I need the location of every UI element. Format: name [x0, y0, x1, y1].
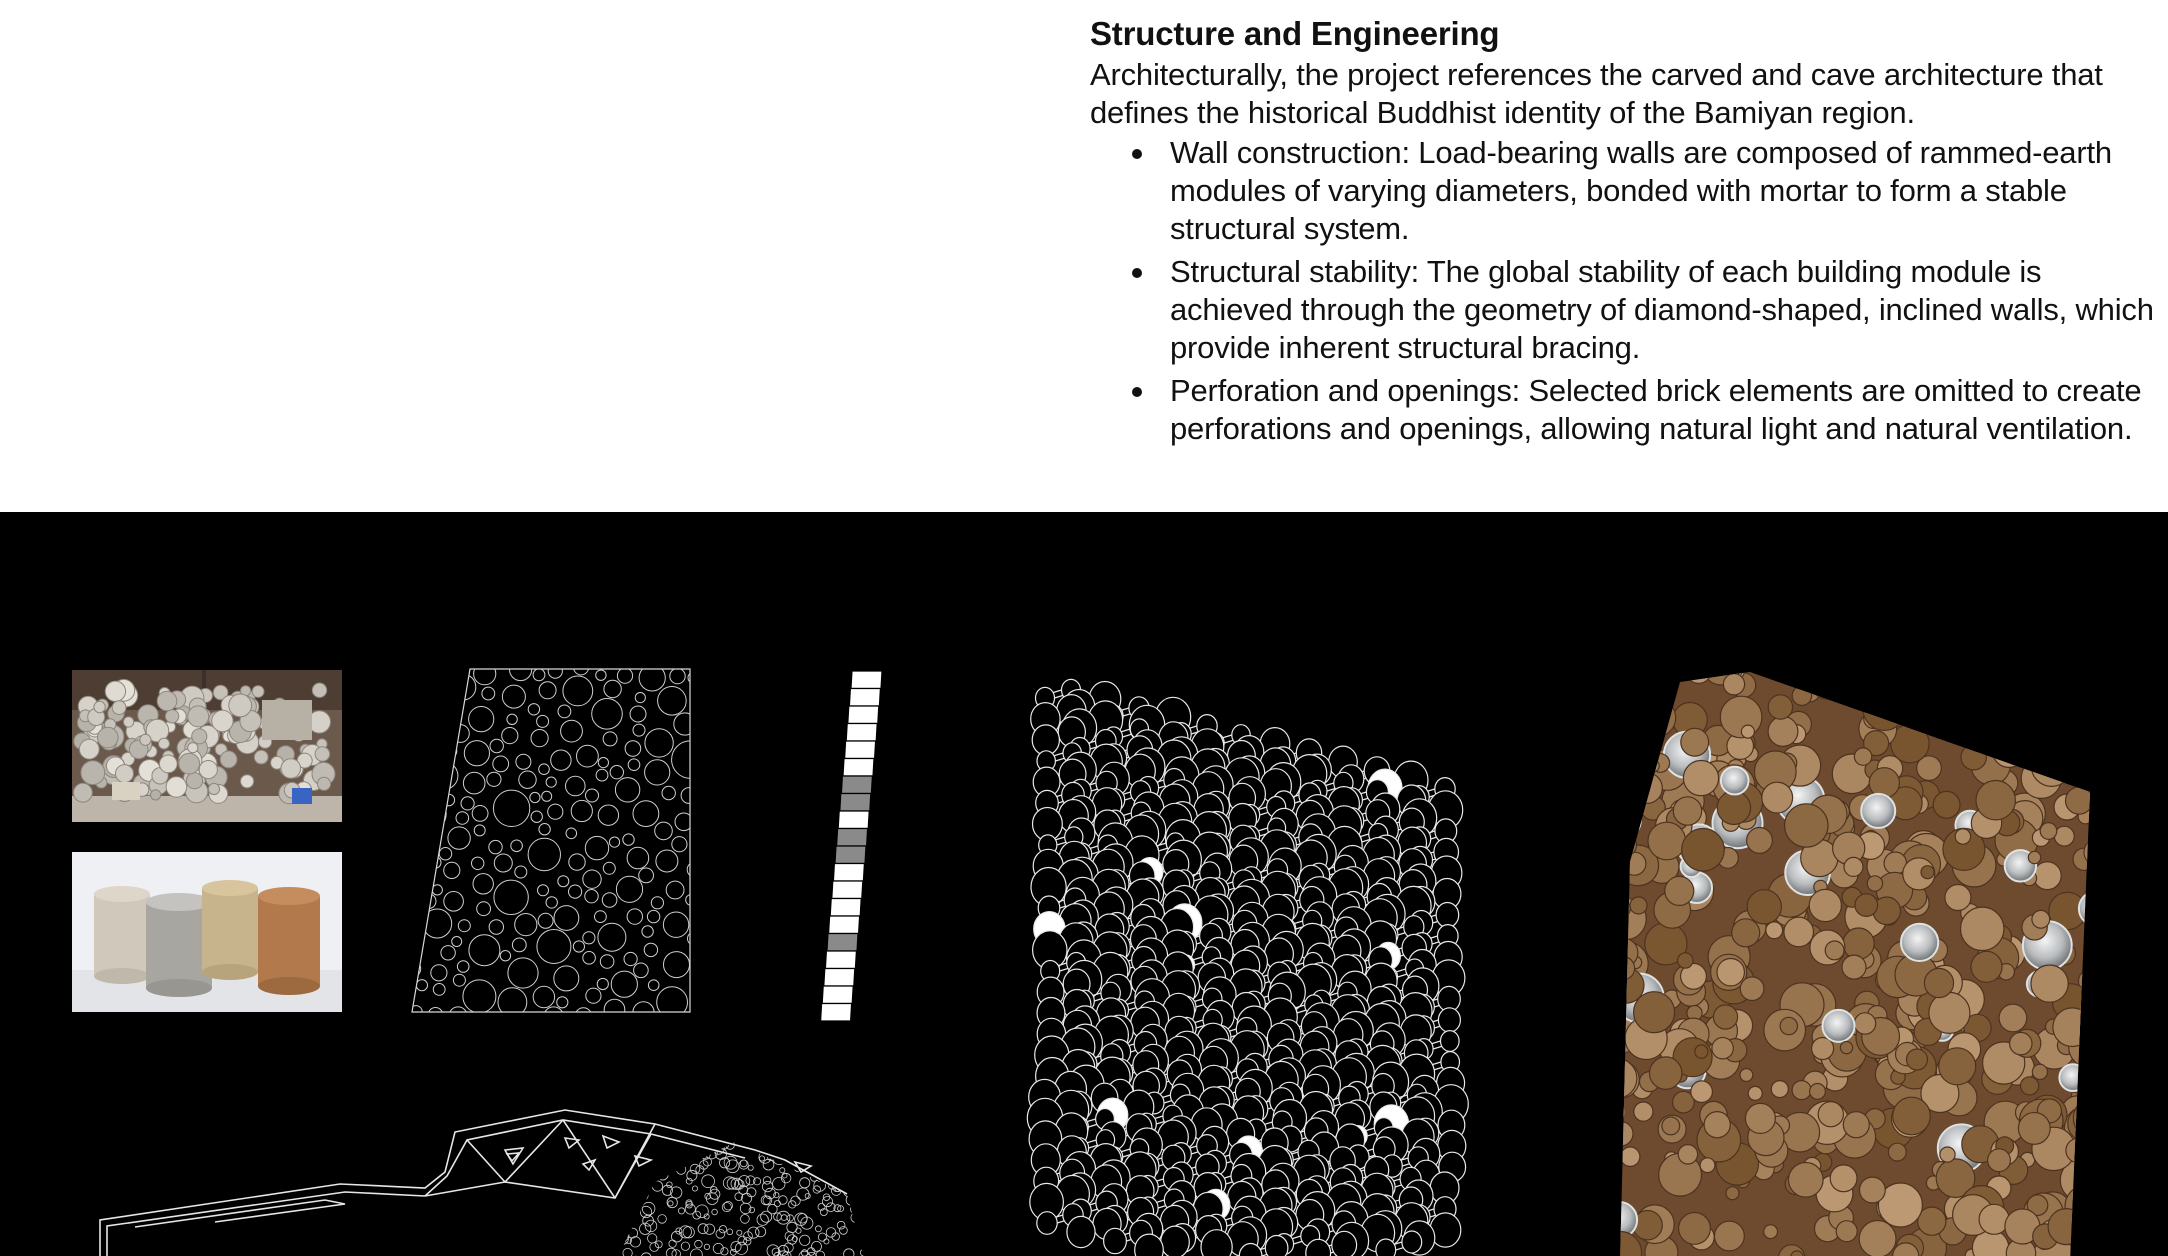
- stacked-cylinders-image: [72, 670, 342, 822]
- section-heading: Structure and Engineering: [1090, 15, 1500, 52]
- cylinder-samples-image: [72, 852, 342, 1012]
- bullet-text: Wall construction: Load-bearing walls are composed of rammed-earth modules of varying diameters, bonded with mortar to form a stable structural system.: [1170, 135, 2112, 246]
- bullet-item-structural-stability: [1090, 253, 2168, 367]
- section-intro: Architecturally, the project references the carved and cave architecture that defines the historical Buddhist identity of the Bamiyan region.: [1090, 57, 2103, 130]
- figure-panel: [0, 512, 2168, 1256]
- bullet-item-perforation: [1090, 372, 2168, 448]
- cylinder-samples-photo: [72, 852, 342, 1012]
- bullet-text: Perforation and openings: Selected brick elements are omitted to create perforations and openings, allowing natural light and natural ventilation.: [1170, 373, 2142, 446]
- cylinder-axonometric: [1005, 672, 1505, 1256]
- building-wireframe: [95, 1102, 865, 1256]
- building-wireframe-drawing: [95, 1102, 865, 1256]
- section-strip: [798, 667, 898, 1027]
- bullet-list: [1090, 134, 2168, 448]
- bullet-item-wall-construction: [1090, 134, 2168, 248]
- earth-wall-render: [1600, 662, 2100, 1256]
- text-section: [1090, 14, 2168, 453]
- bullet-dot: [1132, 387, 1142, 397]
- section-strip-drawing: [798, 667, 898, 1027]
- earth-wall-render-image: [1600, 662, 2100, 1256]
- bullet-dot: [1132, 268, 1142, 278]
- circle-packing-elevation: [410, 667, 695, 1017]
- circle-packing-drawing: [410, 667, 695, 1017]
- bullet-text: Structural stability: The global stability of each building module is achieved through the geometry of diamond-shaped, inclined walls, which provide inherent structural bracing.: [1170, 254, 2154, 365]
- cylinder-axonometric-drawing: [1005, 672, 1505, 1256]
- stacked-cylinders-photo: [72, 670, 342, 822]
- bullet-dot: [1132, 149, 1142, 159]
